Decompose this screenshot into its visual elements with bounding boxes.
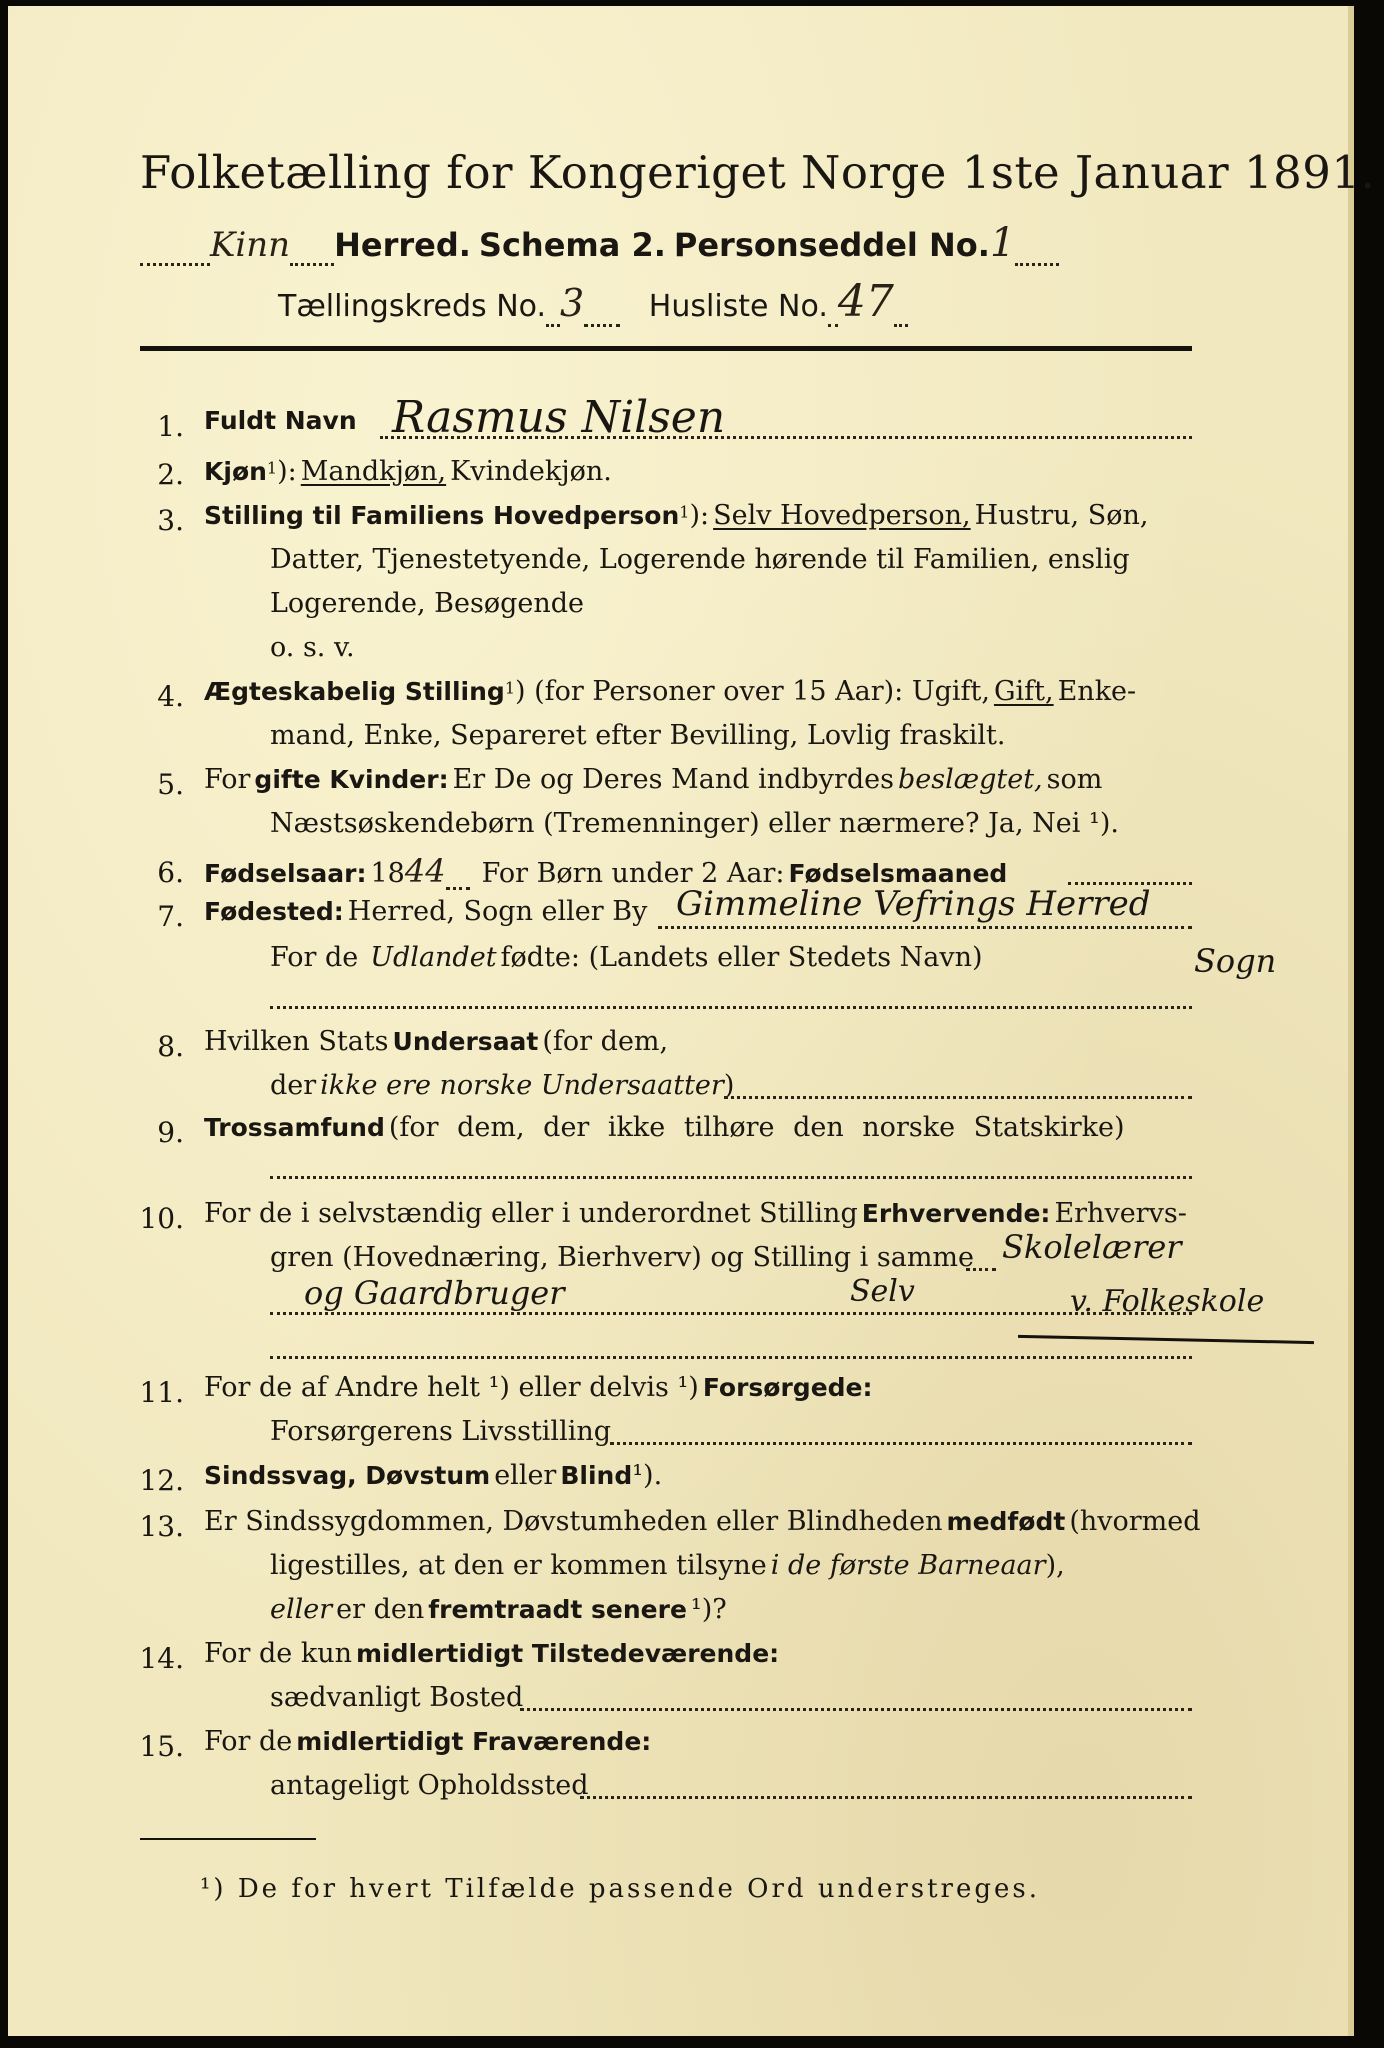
q10-answer-status: Selv	[850, 1274, 915, 1309]
q12-label: Sindssvag, Døvstum	[204, 1461, 491, 1490]
q4-row: Ægteskabelig Stilling$^1$) (for Personer over 15 Aar): Ugift, Gift, Enke-	[204, 676, 1137, 707]
q5-row: For gifte Kvinder: Er De og Deres Mand indbyrdes beslægtet, som	[204, 764, 1103, 795]
q3-label: Stilling til Familiens Hovedperson	[204, 501, 680, 530]
q10-dotline2	[270, 1356, 1192, 1359]
q8-row: Hvilken Stats Undersaat (for dem,	[204, 1026, 669, 1057]
q13-row: Er Sindssygdommen, Døvstumheden eller Blindheden medfødt (hvormed	[204, 1506, 1201, 1537]
q8-dotline	[724, 1096, 1192, 1099]
herred-value: Kinn	[210, 225, 291, 265]
schema-label: Schema 2.	[478, 226, 666, 264]
kreds-value: 3	[560, 281, 585, 325]
form-title: Folketælling for Kongeriget Norge 1ste Januar 1891.	[140, 146, 1376, 199]
q6-number: 6.	[157, 856, 184, 889]
q4-number: 4.	[157, 680, 184, 713]
q7-row: Fødested: Herred, Sogn eller By	[204, 896, 648, 927]
q4-label: Ægteskabelig Stilling	[204, 677, 505, 706]
q3-selected: Selv Hovedperson,	[713, 500, 971, 531]
q10-number: 10.	[139, 1202, 184, 1235]
q5-line2: Næstsøskendebørn (Tremenninger) eller nærmere? Ja, Nei ¹).	[270, 808, 1119, 839]
q4-line2: mand, Enke, Separeret efter Bevilling, Lovlig fraskilt.	[270, 720, 1006, 751]
q10-line2: gren (Hovednæring, Bierhverv) og Stilling i samme	[270, 1242, 975, 1273]
q5-label: gifte Kvinder:	[254, 765, 449, 794]
q6-year-value: 44	[404, 852, 446, 890]
personseddel-value: 1	[989, 220, 1016, 266]
q11-label: Forsørgede:	[702, 1373, 873, 1402]
q2-number: 2.	[157, 458, 184, 491]
husliste-value: 47	[837, 276, 894, 327]
q15-label: midlertidigt Fraværende:	[296, 1727, 652, 1756]
q3-row: Stilling til Familiens Hovedperson$^1$): Selv Hovedperson, Hustru, Søn,	[204, 500, 1149, 531]
q15-dotline	[580, 1796, 1192, 1799]
q9-number: 9.	[157, 1116, 184, 1149]
q3-number: 3.	[157, 504, 184, 537]
q10-dotline	[270, 1312, 1192, 1315]
q15-line2: antageligt Opholdssted	[270, 1770, 589, 1801]
q11-row: For de af Andre helt ¹) eller delvis ¹) Forsørgede:	[204, 1372, 873, 1403]
q15-row: For de midlertidigt Fraværende:	[204, 1726, 652, 1757]
q2-option-mandkjon: Mandkjøn,	[300, 456, 447, 487]
q6-label: Fødselsaar:	[204, 859, 367, 888]
q1-row	[204, 406, 357, 435]
census-form	[8, 6, 1376, 2036]
q3-line3: Logerende, Besøgende	[270, 588, 584, 619]
footnote-rule	[140, 1838, 316, 1840]
husliste-label: Husliste No.	[648, 289, 828, 324]
q10-row: For de i selvstændig eller i underordnet Stilling Erhvervende: Erhvervs-	[204, 1198, 1187, 1229]
herred-label: Herred.	[334, 226, 471, 264]
q7-line2: For de Udlandet fødte: (Landets eller Stedets Navn)	[270, 942, 983, 973]
q11-dotline	[610, 1442, 1192, 1445]
q7-dotline2	[270, 1006, 1192, 1009]
q14-label: midlertidigt Tilstedeværende:	[356, 1639, 780, 1668]
q3-line4: o. s. v.	[270, 632, 355, 663]
q7-number: 7.	[157, 900, 184, 933]
q9-label: Trossamfund	[204, 1113, 385, 1142]
q8-line2: der ikke ere norske Undersaatter)	[270, 1070, 735, 1101]
kreds-label: Tællingskreds No.	[278, 289, 546, 324]
q1-number: 1.	[157, 410, 184, 443]
q6-child-label: Fødselsmaaned	[788, 859, 1008, 888]
header-rule	[140, 346, 1192, 351]
q10-answer-place: v. Folkeskole	[1070, 1284, 1265, 1319]
q8-label: Undersaat	[392, 1027, 539, 1056]
q2-option-kvindekjon: Kvindekjøn.	[450, 456, 612, 487]
q4-selected: Gift,	[993, 676, 1054, 707]
q12-number: 12.	[139, 1464, 184, 1497]
q3-line2: Datter, Tjenestetyende, Logerende hørende til Familien, enslig	[270, 544, 1130, 575]
q14-line2: sædvanligt Bosted	[270, 1682, 524, 1713]
q2-row: Kjøn$^1$): Mandkjøn, Kvindekjøn.	[204, 456, 612, 487]
footnote: ¹) De for hvert Tilfælde passende Ord understreges.	[200, 1874, 1041, 1904]
q9-row: Trossamfund (for dem, der ikke tilhøre den norske Statskirke)	[204, 1112, 1125, 1143]
q13-line3: eller er den fremtraadt senere ¹)?	[270, 1594, 727, 1625]
q1-label: Fuldt Navn	[204, 406, 357, 435]
q12-row: Sindssvag, Døvstum eller Blind¹).	[204, 1460, 663, 1491]
q10-answer-secondary: og Gaardbruger	[304, 1274, 565, 1312]
q7-dotline	[658, 926, 1192, 929]
personseddel-label: Personseddel No.	[673, 226, 990, 264]
q13-number: 13.	[139, 1510, 184, 1543]
q9-dotline	[270, 1176, 1192, 1179]
q14-number: 14.	[139, 1642, 184, 1675]
q1-answer: Rasmus Nilsen	[392, 392, 726, 443]
herred-line	[140, 220, 1059, 266]
q11-number: 11.	[139, 1376, 184, 1409]
q8-number: 8.	[157, 1030, 184, 1063]
kreds-line	[278, 276, 908, 327]
q14-dotline	[520, 1708, 1192, 1711]
q15-number: 15.	[139, 1730, 184, 1763]
q13-label: medfødt	[946, 1507, 1066, 1536]
q10-label: Erhvervende:	[861, 1199, 1051, 1228]
q10-answer-occupation: Skolelærer	[1002, 1228, 1182, 1266]
q7-answer-sogn: Sogn	[1194, 942, 1277, 980]
q11-line2: Forsørgerens Livsstilling	[270, 1416, 612, 1447]
q10-underline-stroke	[1018, 1335, 1314, 1344]
q7-answer: Gimmeline Vefrings Herred	[676, 884, 1151, 924]
q7-label: Fødested:	[204, 897, 344, 926]
q13-line2: ligestilles, at den er kommen tilsyne i de første Barneaar),	[270, 1550, 1065, 1581]
q2-label: Kjøn	[204, 457, 267, 486]
q6-row: Fødselsaar: 1844 For Børn under 2 Aar: Fødselsmaaned	[204, 852, 1008, 890]
q5-number: 5.	[157, 768, 184, 801]
q14-row: For de kun midlertidigt Tilstedeværende:	[204, 1638, 780, 1669]
